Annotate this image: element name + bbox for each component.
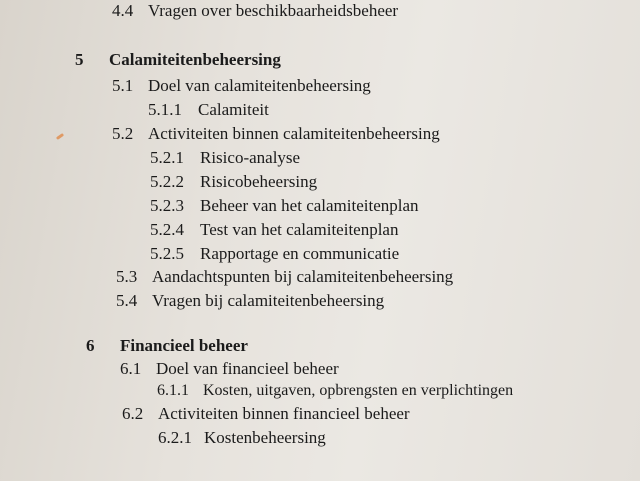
toc-entry-6-2-1 (158, 428, 326, 448)
toc-entry-6-1 (120, 359, 339, 379)
toc-entry-5-2 (112, 124, 440, 144)
toc-title: Beheer van het calamiteitenplan (200, 196, 419, 215)
toc-title: Kosten, uitgaven, opbrengsten en verplichtingen (203, 382, 514, 399)
toc-number: 5.1 (112, 76, 134, 95)
toc-number: 5.1.1 (148, 100, 182, 119)
toc-title: Vragen bij calamiteitenbeheersing (152, 291, 385, 310)
toc-number: 5.3 (116, 267, 138, 286)
toc-title: Kostenbeheersing (204, 428, 326, 447)
toc-title: Activiteiten binnen calamiteitenbeheersing (148, 124, 440, 143)
toc-title: Doel van calamiteitenbeheersing (148, 76, 371, 95)
toc-entry-5-1-1 (148, 100, 269, 120)
toc-title: Vragen over beschikbaarheidsbeheer (148, 1, 399, 20)
toc-title: Calamiteit (198, 100, 269, 119)
toc-number: 5.2.3 (150, 196, 184, 215)
toc-entry-5-2-4 (150, 220, 398, 240)
toc-number: 5 (75, 50, 84, 69)
toc-title: Doel van financieel beheer (156, 359, 339, 378)
toc-number: 5.2.1 (150, 148, 184, 167)
toc-entry-5-3 (116, 267, 453, 287)
toc-entry-5-2-1 (150, 148, 300, 168)
toc-number: 6.1 (120, 359, 142, 378)
toc-number: 5.2.5 (150, 244, 184, 263)
toc-number: 6 (86, 336, 95, 355)
toc-number: 5.2 (112, 124, 134, 143)
toc-title: Risicobeheersing (200, 172, 318, 191)
toc-number: 4.4 (112, 1, 134, 20)
toc-title: Financieel beheer (120, 336, 248, 355)
toc-title: Calamiteitenbeheersing (109, 50, 281, 69)
toc-entry-6-1-1 (157, 382, 513, 400)
toc-entry-5-2-3 (150, 196, 419, 216)
toc-chapter-5 (75, 50, 281, 70)
toc-entry-5-4 (116, 291, 384, 311)
toc-entry-5-2-5 (150, 244, 399, 264)
toc-title: Activiteiten binnen financieel beheer (158, 404, 410, 423)
toc-title: Risico-analyse (200, 148, 301, 167)
toc-title: Rapportage en communicatie (200, 244, 400, 263)
toc-entry-4-4 (112, 1, 398, 21)
toc-number: 5.4 (116, 291, 138, 310)
toc-entry-6-2 (122, 404, 410, 424)
toc-chapter-6 (86, 336, 248, 356)
toc-number: 5.2.4 (150, 220, 184, 239)
toc-number: 6.2 (122, 404, 144, 423)
toc-entry-5-1 (112, 76, 371, 96)
toc-number: 6.2.1 (158, 428, 192, 447)
toc-title: Aandachtspunten bij calamiteitenbeheersing (152, 267, 454, 286)
toc-number: 5.2.2 (150, 172, 184, 191)
toc-number: 6.1.1 (157, 382, 189, 399)
toc-title: Test van het calamiteitenplan (200, 220, 399, 239)
toc-entry-5-2-2 (150, 172, 317, 192)
